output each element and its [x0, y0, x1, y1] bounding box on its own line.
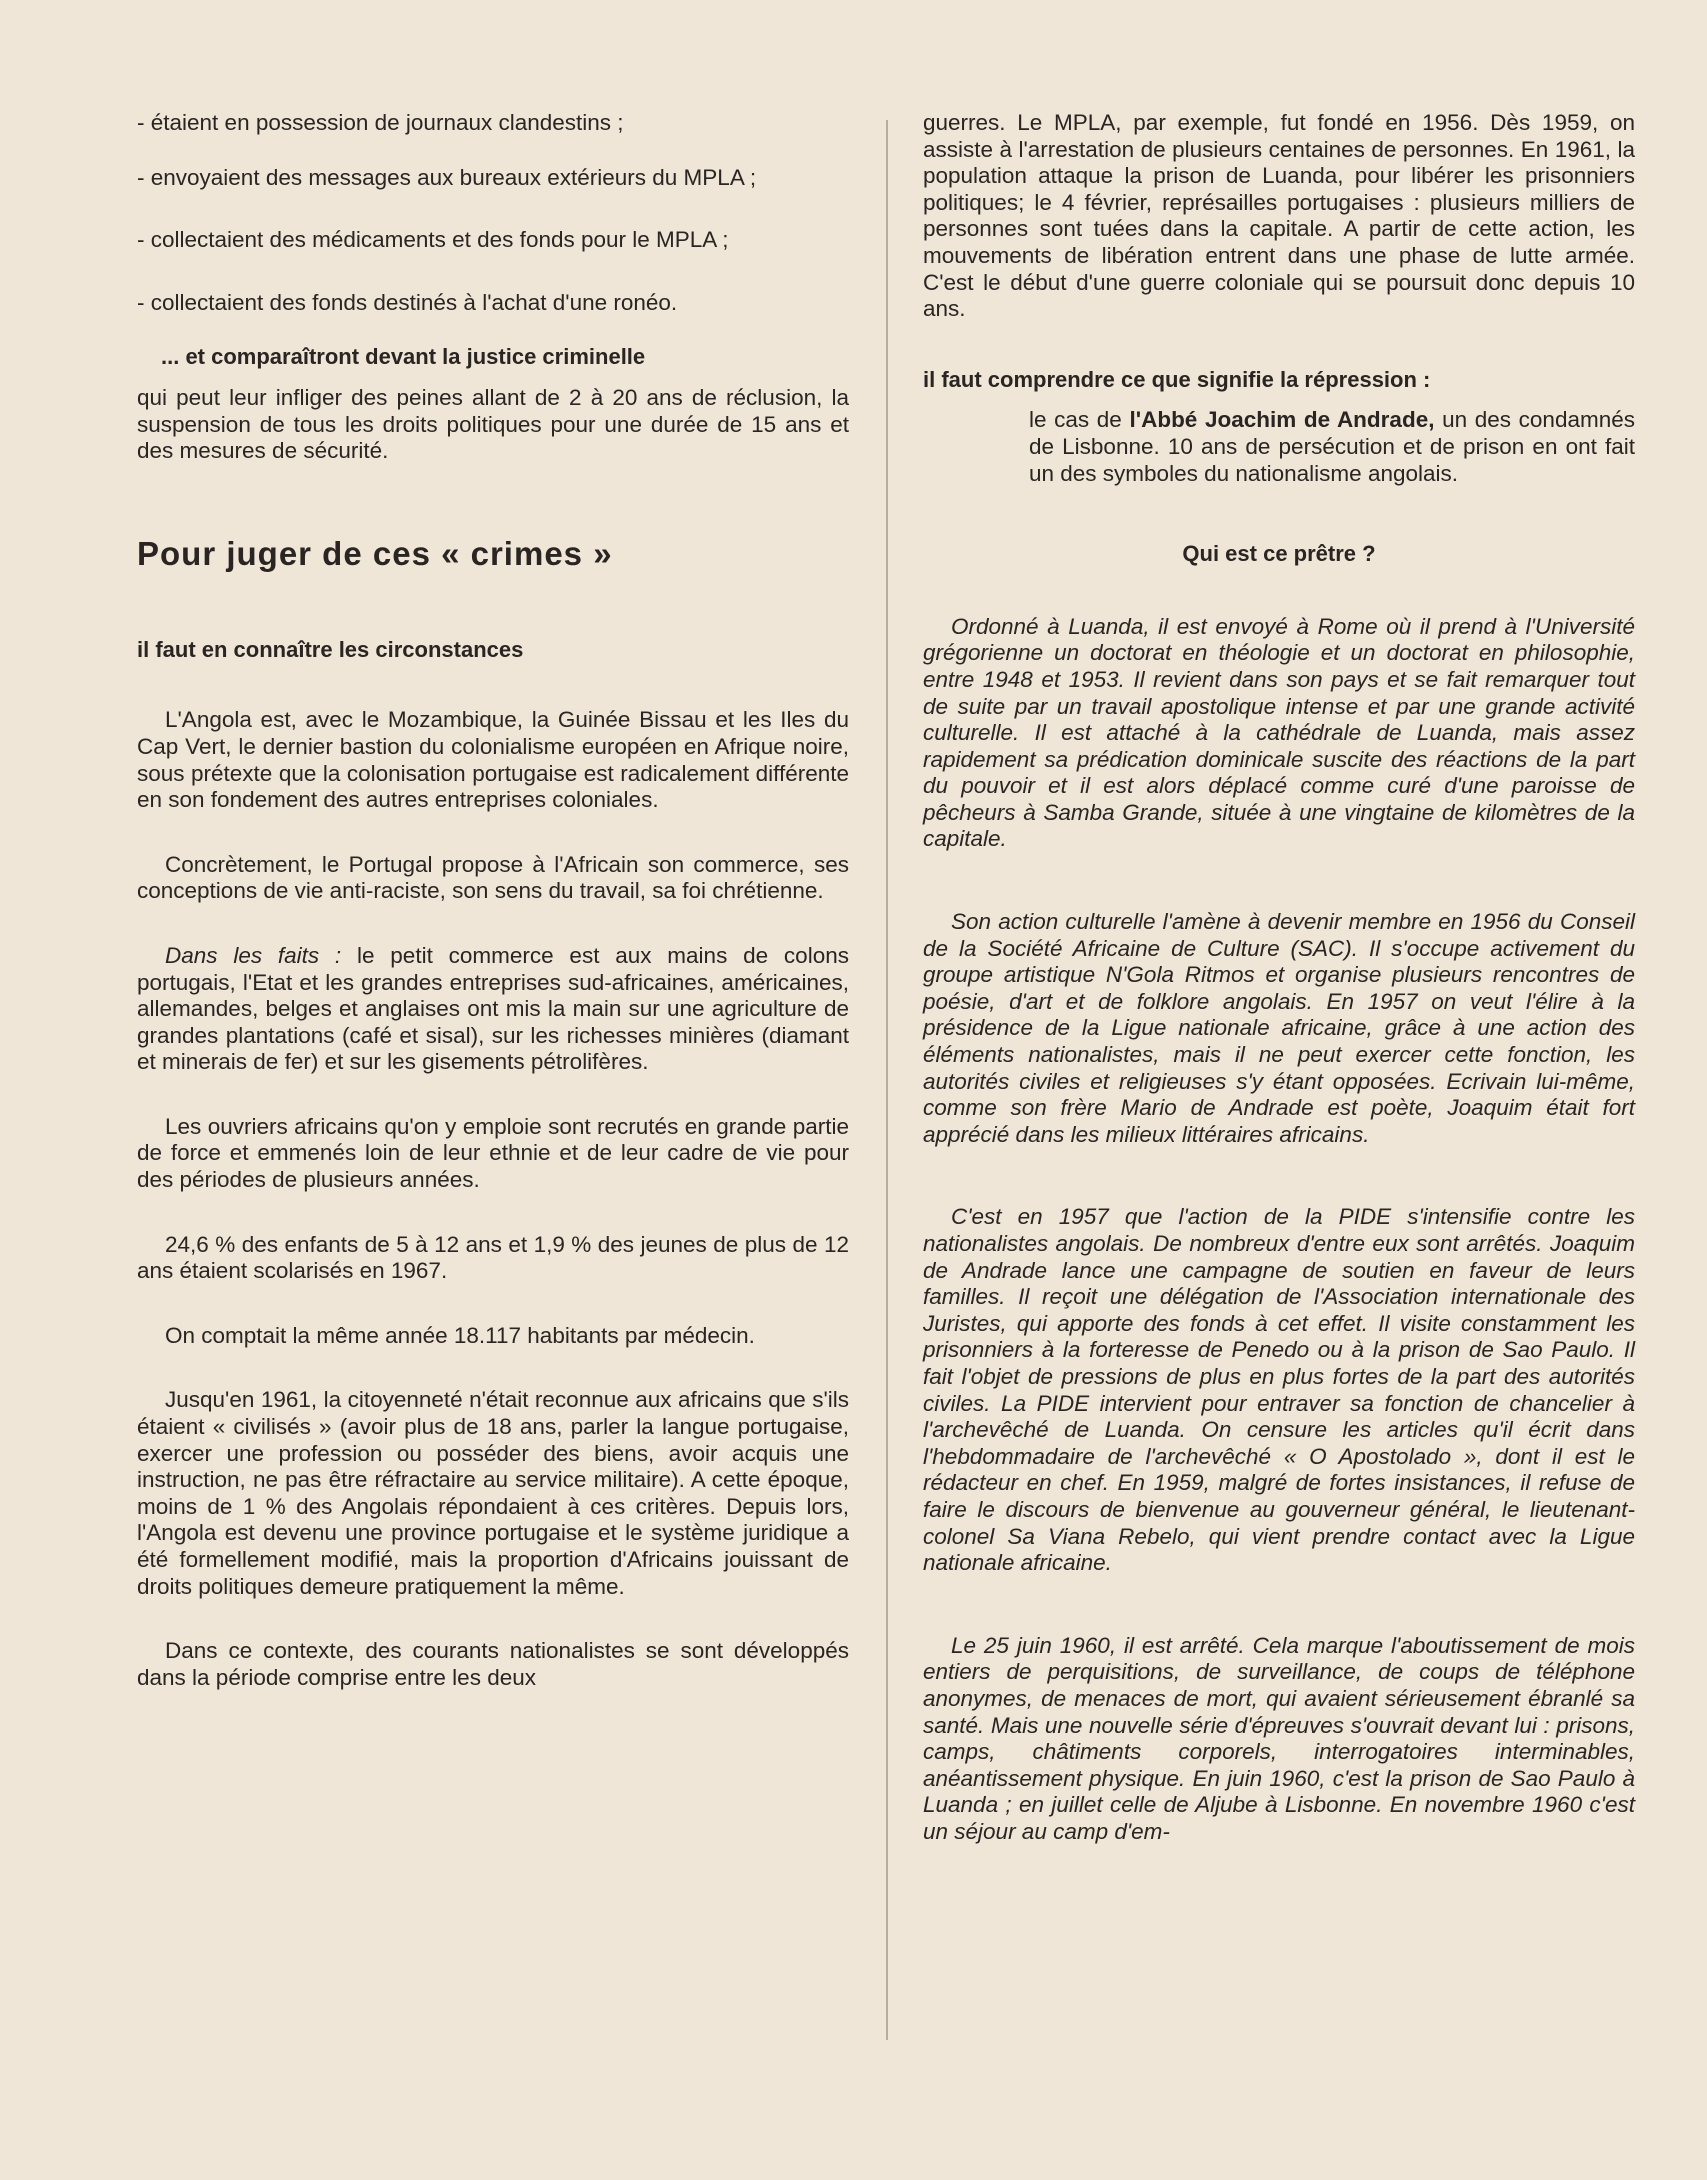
- italic-paragraph: Ordonné à Luanda, il est envoyé à Rome où il prend à l'Université grégorienne un doctorat en théologie et un doctorat en philosophie, entre 1948 et 1953. Il revient dans son pays et se fait remarquer tout de suite par un travail apostolique intense et par une grande activité culturelle. Il est attaché à la cathédrale de Luanda, mais assez rapidement sa prédication dominicale suscite des réactions de la part du pouvoir et il est alors déplacé comme curé d'une paroisse de pêcheurs à Samba Grande, située à une vingtaine de kilomètres de la capitale.: [923, 613, 1635, 852]
- paragraph: Les ouvriers africains qu'on y emploie sont recrutés en grande partie de force et emmenés loin de leur ethnie et de leur cadre de vie pour des périodes de plusieurs années.: [137, 1113, 849, 1193]
- column-divider: [886, 120, 888, 2040]
- repression-name: l'Abbé Joachim de Andrade,: [1129, 407, 1435, 433]
- italic-paragraph: C'est en 1957 que l'action de la PIDE s'intensifie contre les nationalistes angolais. De nombreux d'entre eux sont arrêtés. Joaquim de Andrade lance une campagne de soutien en faveur de leurs familles. Il reçoit une délégation de l'Association internationale des Juristes, qui apporte des fonds à cet effet. Il visite constamment les prisonniers à la forteresse de Penedo ou à la prison de Sao Paulo. Il fait l'objet de pressions de plus en plus fortes de la part des autorités civiles. La PIDE intervient pour entraver sa fonction de chancelier à l'archevêché de Luanda. On censure les articles qu'il écrit dans l'hebdommadaire de l'archevêché « O Apostolado », dont il est le rédacteur en chef. En 1959, malgré de fortes insistances, il refuse de faire le discours de bienvenue au gouverneur général, le lieutenant-colonel Sa Viana Rebelo, qui vient prendre contact avec la Ligue nationale africaine.: [923, 1204, 1635, 1576]
- continuation-paragraph: guerres. Le MPLA, par exemple, fut fondé en 1956. Dès 1959, on assiste à l'arrestation de plusieurs centaines de personnes. En 1961, la population attaque la prison de Luanda, pour libérer les prisonniers politiques; le 4 février, représailles portugaises : plusieurs milliers de personnes sont tuées dans la capitale. A partir de cette action, les mouvements de libération entrent dans une phase de lutte armée. C'est le début d'une guerre coloniale qui se poursuit donc depuis 10 ans.: [923, 110, 1635, 322]
- paragraph-faits: [137, 943, 849, 1076]
- priest-heading: Qui est ce prêtre ?: [1182, 541, 1376, 567]
- italic-paragraph: Le 25 juin 1960, il est arrêté. Cela marque l'aboutissement de mois entiers de perquisitions, de surveillance, de coups de téléphone anonymes, de menaces de mort, qui avaient sérieusement ébranlé sa santé. Mais une nouvelle série d'épreuves s'ouvrait devant lui : prisons, camps, châtiments corporels, interrogatoires interminables, anéantissement physique. En juin 1960, c'est la prison de Sao Paulo à Luanda ; en juillet celle de Aljube à Lisbonne. En novembre 1960 c'est un séjour au camp d'em-: [923, 1632, 1635, 1844]
- justice-heading: ... et comparaîtront devant la justice criminelle: [161, 344, 646, 370]
- bullet-item: - collectaient des médicaments et des fonds pour le MPLA ;: [137, 227, 729, 253]
- repression-heading: il faut comprendre ce que signifie la répression :: [923, 366, 1431, 392]
- paragraph: Jusqu'en 1961, la citoyenneté n'était reconnue aux africains que s'ils étaient « civilisés » (avoir plus de 18 ans, parler la langue portugaise, exercer une profession ou posséder des biens, avoir acquis une instruction, ne pas être réfractaire au service militaire). A cette époque, moins de 1 % des Angolais répondaient à ces critères. Depuis lors, l'Angola est devenu une province portugaise et le système juridique a été formellement modifié, mais la proportion d'Africains jouissant de droits politiques demeure pratiquement la même.: [137, 1387, 849, 1599]
- repression-text: [1029, 407, 1635, 487]
- paragraph: On comptait la même année 18.117 habitants par médecin.: [165, 1322, 755, 1348]
- section-title: Pour juger de ces « crimes »: [137, 534, 613, 572]
- faits-lead: Dans les faits :: [165, 942, 342, 968]
- bullet-item: - étaient en possession de journaux clandestins ;: [137, 110, 624, 135]
- justice-text: qui peut leur infliger des peines allant de 2 à 20 ans de réclusion, la suspension de tous les droits politiques pour une durée de 15 ans et des mesures de sécurité.: [137, 384, 849, 464]
- italic-paragraph: Son action culturelle l'amène à devenir membre en 1956 du Conseil de la Société Africaine de Culture (SAC). Il s'occupe activement du groupe artistique N'Gola Ritmos et organise plusieurs rencontres de poésie, d'art et de folklore angolais. En 1957 on veut l'élire à la présidence de la Ligue nationale africaine, grâce à une action des éléments nationalistes, mais il ne peut exercer cette fonction, les autorités civiles et religieuses s'y étant opposées. Ecrivain lui-même, comme son frère Mario de Andrade est poète, Joaquim était fort apprécié dans les milieux littéraires africains.: [923, 909, 1635, 1147]
- right-column: [923, 110, 1635, 1845]
- paragraph: Dans ce contexte, des courants nationalistes se sont développés dans la période comprise entre les deux: [137, 1638, 849, 1690]
- subsection-title: il faut en connaître les circonstances: [137, 636, 524, 662]
- bullet-item: - envoyaient des messages aux bureaux extérieurs du MPLA ;: [137, 164, 757, 190]
- repression-pre: le cas de: [1029, 407, 1130, 433]
- paragraph: 24,6 % des enfants de 5 à 12 ans et 1,9 % des jeunes de plus de 12 ans étaient scolarisés en 1967.: [137, 1231, 849, 1284]
- repression-post: un des condamnés de Lisbonne. 10 ans de persécution et de prison en ont fait un des symboles du nationalisme angolais.: [1029, 407, 1635, 486]
- paragraph: Concrètement, le Portugal propose à l'Africain son commerce, ses conceptions de vie anti-raciste, son sens du travail, sa foi chrétienne.: [137, 851, 849, 904]
- faits-text: le petit commerce est aux mains de colons portugais, l'Etat et les grandes entreprises sud-africaines, américaines, allemandes, belges et anglaises ont mis la main sur une agriculture de grandes plantations (café et sisal), sur les richesses minières (diamant et minerais de fer) et sur les gisements pétrolifères.: [137, 942, 849, 1075]
- left-column: [137, 110, 849, 1691]
- paragraph: L'Angola est, avec le Mozambique, la Guinée Bissau et les Iles du Cap Vert, le dernier bastion du colonialisme européen en Afrique noire, sous prétexte que la colonisation portugaise est radicalement différente en son fondement des autres entreprises coloniales.: [137, 707, 849, 813]
- bullet-item: - collectaient des fonds destinés à l'achat d'une ronéo.: [137, 289, 678, 315]
